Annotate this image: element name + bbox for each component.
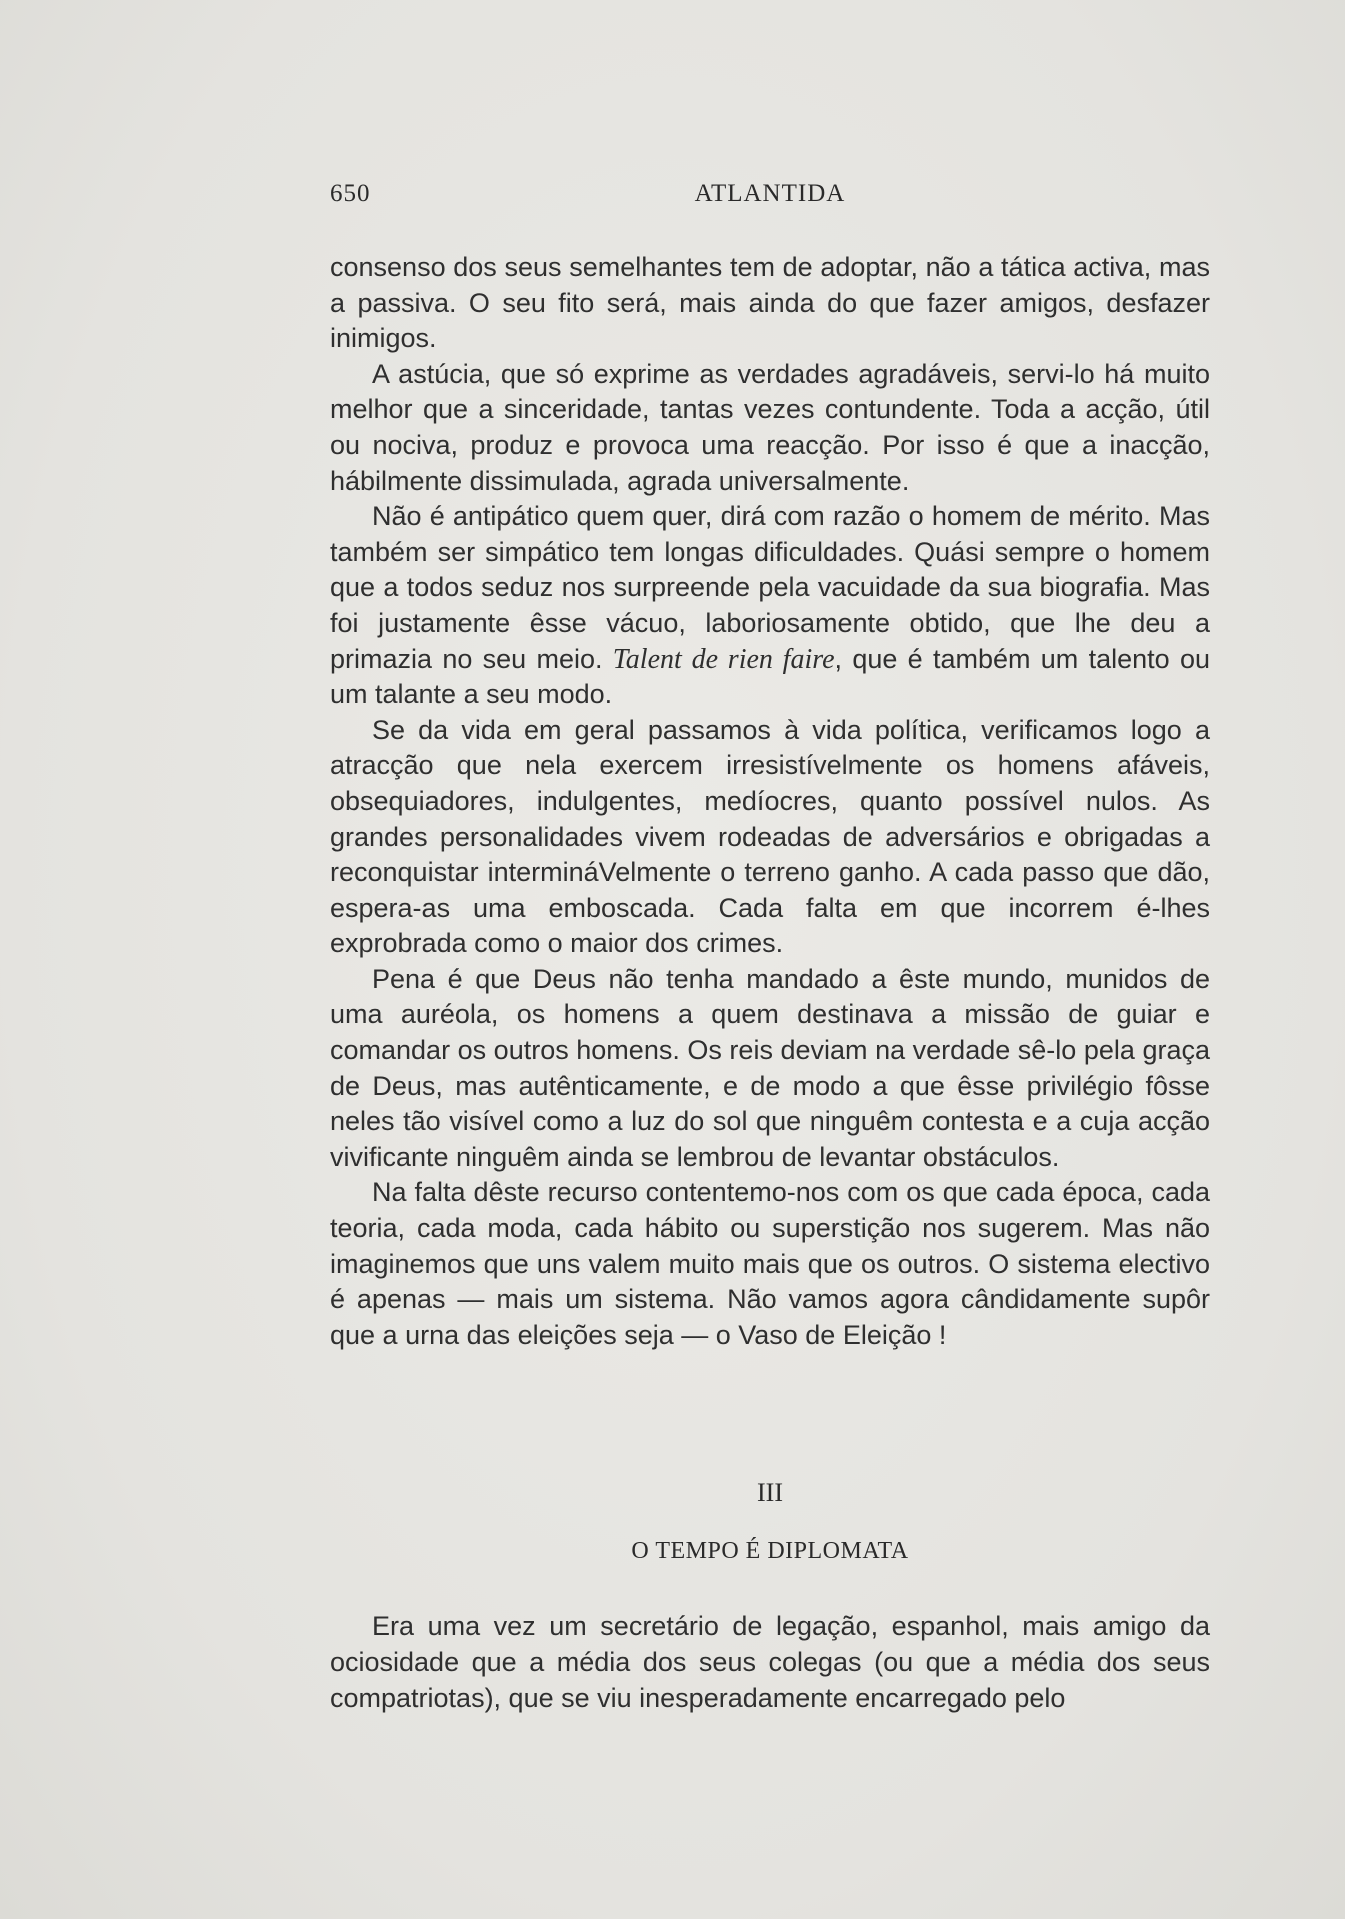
paragraph-5: Pena é que Deus não tenha mandado a êste mundo, munidos de uma auréola, os homens a quem destinava a missão de guiar e comandar os outros homens. Os reis deviam na verdade sê-lo pela graça de Deus, mas autênticamente, e de modo a que êsse privilégio fôsse neles tão visível como a luz do sol que ninguêm contesta e a cuja acção vivificante ninguêm ainda se lembrou de levantar obstáculos.: [330, 963, 1210, 1172]
section-title: O TEMPO É DIPLOMATA: [631, 1538, 909, 1564]
paragraph-3-tail: , que é também um talento ou um talante a seu modo.: [330, 643, 1210, 710]
paragraph-1: consenso dos seus semelhantes tem de adoptar, não a tática activa, mas a passiva. O seu fito será, mais ainda do que fazer amigos, desfazer inimigos.: [330, 252, 1210, 354]
paragraph-6: Na falta dêste recurso contentemo-nos com os que cada época, cada teoria, cada moda, cada hábito ou superstição nos sugerem. Mas não imaginemos que uns valem muito mais que os outros. O sistema electivo é apenas — mais um sistema. Não vamos agora cândidamente supôr que a urna das eleições seja — o Vaso de Eleição !: [330, 1177, 1210, 1350]
section-number: III: [757, 1478, 783, 1507]
running-head: [330, 180, 1210, 210]
italic-phrase: Talent de rien faire: [612, 643, 835, 675]
paragraph-4: Se da vida em geral passamos à vida política, verificamos logo a atracção que nela exercem irresistívelmente os homens afáveis, obsequiadores, indulgentes, medíocres, quanto possível nulos. As grandes personalidades vivem rodeadas de adversários e obrigadas a reconquistar intermináVelmente o terreno ganho. A cada passo que dão, espera-as uma emboscada. Cada falta em que incorrem é-lhes exprobrada como o maior dos crimes.: [330, 714, 1210, 959]
page-number: 650: [330, 180, 371, 207]
paragraph-3: [330, 499, 1210, 713]
section-paragraph-1: Era uma vez um secretário de legação, espanhol, mais amigo da ociosidade que a média dos seus colegas (ou que a média dos seus compatriotas), que se viu inesperadamente encarregado pelo: [330, 1611, 1210, 1713]
paragraph-3-text: Não é antipático quem quer, dirá com razão o homem de mérito. Mas também ser simpático tem longas dificuldades. Quási sempre o homem que a todos seduz nos surpreende pela vacuidade da sua biografia. Mas foi justamente êsse vácuo, laboriosamente obtido, que lhe deu a primazia no seu meio.: [330, 501, 1210, 674]
paragraph-2: A astúcia, que só exprime as verdades agradáveis, servi-lo há muito melhor que a sinceridade, tantas vezes contundente. Toda a acção, útil ou nociva, produz e provoca uma reacção. Por isso é que a inacção, hábilmente dissimulada, agrada universalmente.: [330, 358, 1210, 496]
journal-title: ATLANTIDA: [694, 180, 846, 207]
main-text: [330, 250, 1210, 1353]
section-text: [330, 1608, 1210, 1716]
